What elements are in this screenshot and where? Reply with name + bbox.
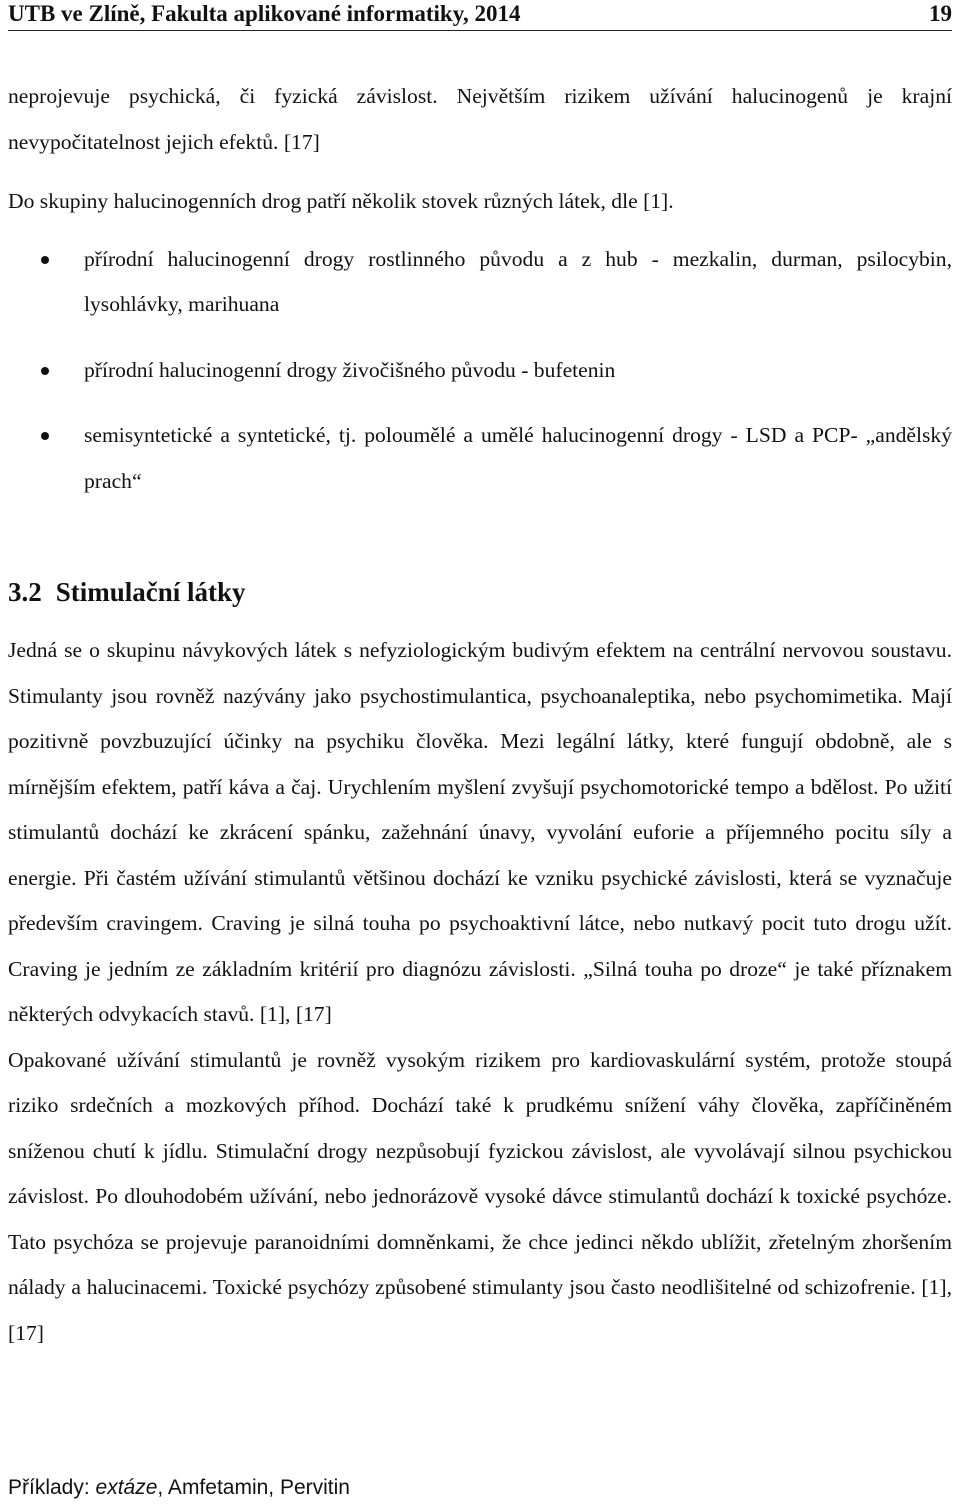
group-paragraph: Do skupiny halucinogenních drog patří několik stovek různých látek, dle [1]. <box>8 189 674 213</box>
intro-paragraph: neprojevuje psychická, či fyzická závislost. Největším rizikem užívání halucinogenů je krajní nevypočitatelnost jejich efektů. [17] <box>8 84 952 154</box>
list-item <box>8 237 952 328</box>
examples-label: Příklady: <box>8 1476 90 1499</box>
examples-rest: , Amfetamin, Pervitin <box>157 1476 350 1499</box>
list-item-text: semisyntetické a syntetické, tj. poloumělé a umělé halucinogenní drogy - LSD a PCP- „andělský prach“ <box>84 423 952 493</box>
header-title: UTB ve Zlíně, Fakulta aplikované informatiky, 2014 <box>8 1 521 26</box>
list-item-text: přírodní halucinogenní drogy živočišného původu - bufetenin <box>84 357 616 382</box>
bullet-icon <box>41 367 49 375</box>
bullet-icon <box>41 256 49 264</box>
section-paragraph: Opakované užívání stimulantů je rovněž vysokým rizikem pro kardiovaskulární systém, protože stoupá riziko srdečních a mozkových příhod. Dochází také k prudkému snížení váhy člověka, zapříčiněném sníženou chutí k jídlu. Stimulační drogy nezpůsobují fyzickou závislost, ale vyvolávají silnou psychickou závislost. Po dlouhodobém užívání, nebo jednorázově vysoké dávce stimulantů dochází k toxické psychóze. Tato psychóza se projevuje paranoidními domněnkami, že chce jedinci někdo ublížit, zřetelným zhoršením nálady a halucinacemi. Toxické psychózy způsobené stimulanty jsou často neodlišitelné od schizofrenie. [1], [17] <box>8 1047 952 1345</box>
list-item-text: přírodní halucinogenní drogy rostlinného původu a z hub - mezkalin, durman, psilocybin, lysohlávky, marihuana <box>84 246 952 316</box>
section-number: 3.2 <box>8 577 42 607</box>
examples-italic-item: extáze <box>95 1476 158 1499</box>
section-heading <box>8 572 952 612</box>
examples-line <box>8 1474 350 1502</box>
page-header <box>8 0 952 31</box>
section-title: Stimulační látky <box>55 577 246 607</box>
drug-list <box>8 237 952 505</box>
list-item <box>8 348 952 394</box>
page-content <box>8 74 952 1356</box>
page-number: 19 <box>929 1 952 26</box>
section-paragraph: Jedná se o skupinu návykových látek s nefyziologickým budivým efektem na centrální nervovou soustavu. Stimulanty jsou rovněž nazývány jako psychostimulantica, psychoanaleptika, nebo psychomimetika. Mají pozitivně povzbuzující účinky na psychiku člověka. Mezi legální látky, které fungují obdobně, ale s mírnějším efektem, patří káva a čaj. Urychlením myšlení zvyšují psychomotorické tempo a bdělost. Po užití stimulantů dochází ke zkrácení spánku, zažehnání únavy, vyvolání euforie a příjemného pocitu síly a energie. Při častém užívání stimulantů většinou dochází ke vzniku psychické závislosti, která se vyznačuje především cravingem. Craving je silná touha po psychoaktivní látce, nebo nutkavý pocit tuto drogu užít. Craving je jedním ze základním kritérií pro diagnózu závislosti. „Silná touha po droze“ je také příznakem některých odvykacích stavů. [1], [17] <box>8 638 952 1026</box>
list-item <box>8 413 952 504</box>
bullet-icon <box>41 432 49 440</box>
